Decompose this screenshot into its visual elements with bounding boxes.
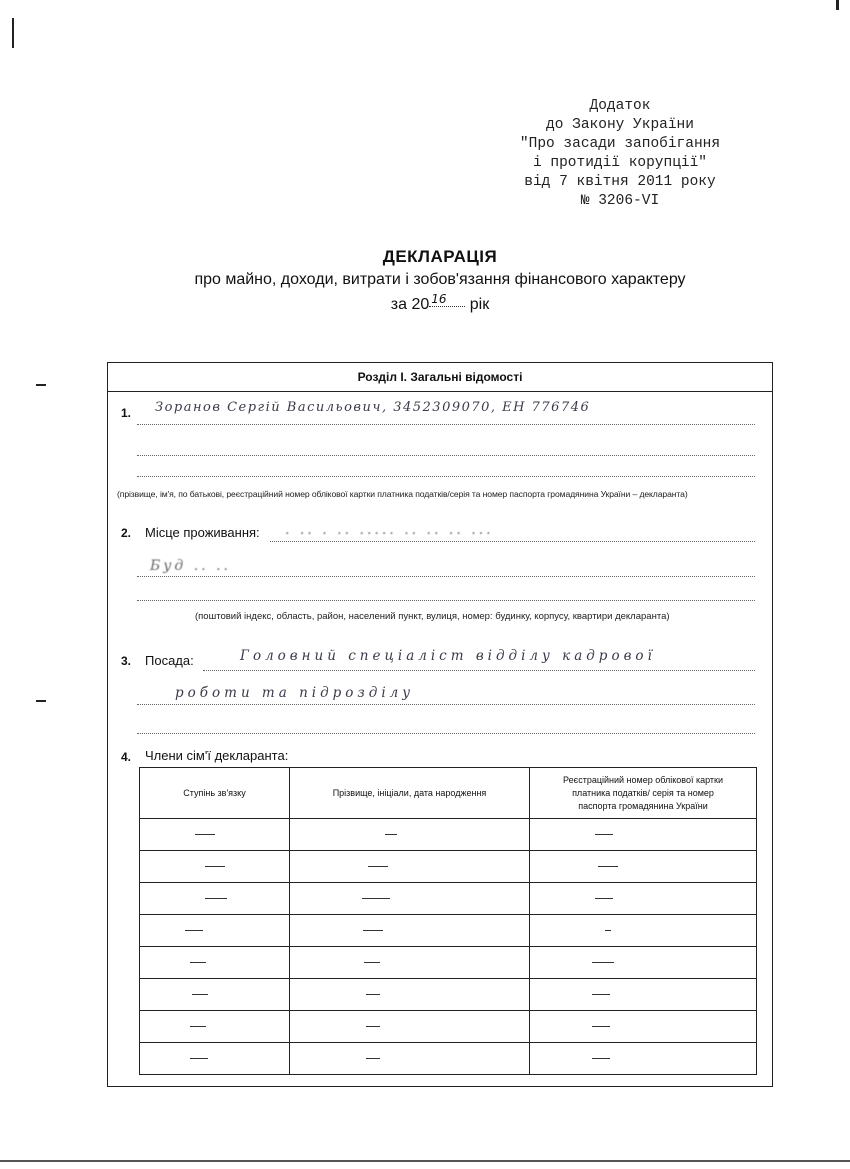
table-cell — [290, 979, 530, 1011]
scan-mark — [12, 18, 14, 48]
empty-dash — [192, 994, 208, 995]
field-3-line — [137, 733, 755, 734]
column-header-relation: Ступінь зв'язку — [140, 768, 290, 819]
table-cell — [530, 947, 757, 979]
appendix-block — [500, 97, 740, 211]
empty-dash — [368, 866, 388, 867]
table-row — [140, 819, 757, 851]
table-cell — [530, 883, 757, 915]
field-3-line — [203, 670, 755, 671]
table-cell — [290, 947, 530, 979]
field-3-number: 3. — [121, 654, 132, 668]
empty-dash — [363, 930, 383, 931]
field-3-label: Посада: — [145, 653, 194, 668]
empty-dash — [605, 930, 611, 931]
column-header-name: Прізвище, ініціали, дата народження — [290, 768, 530, 819]
table-cell — [290, 851, 530, 883]
field-1-number: 1. — [121, 406, 132, 420]
field-4-label: Члени сім'ї декларанта: — [145, 748, 289, 763]
year-prefix: за 20 — [390, 296, 430, 313]
field-2-number: 2. — [121, 526, 132, 540]
field-2-line — [137, 600, 755, 601]
field-1-line — [137, 476, 755, 477]
family-members-table — [139, 767, 757, 1075]
field-2-label: Місце проживання: — [145, 525, 260, 540]
table-cell — [290, 819, 530, 851]
table-cell — [140, 851, 290, 883]
table-row — [140, 851, 757, 883]
appendix-line: і протидії корупції" — [532, 155, 708, 171]
table-cell — [530, 819, 757, 851]
table-header-row — [140, 768, 757, 819]
year-suffix: рік — [469, 296, 490, 313]
empty-dash — [595, 898, 613, 899]
table-cell — [530, 979, 757, 1011]
scan-mark — [836, 0, 839, 10]
empty-dash — [592, 1058, 610, 1059]
empty-dash — [205, 866, 225, 867]
appendix-line: до Закону України — [546, 117, 694, 133]
empty-dash — [366, 994, 380, 995]
table-row — [140, 979, 757, 1011]
column-header-tax-id: Реєстраційний номер облікової картки платника податків/ серія та номер паспорта громадянина України — [530, 768, 757, 819]
field-3-handwritten-line-2: роботи та підрозділу — [175, 685, 415, 701]
year-value: 16 — [429, 292, 465, 307]
table-cell — [140, 947, 290, 979]
field-3-line — [137, 704, 755, 705]
table-cell — [530, 1043, 757, 1075]
empty-dash — [595, 834, 613, 835]
empty-dash — [598, 866, 618, 867]
table-cell — [140, 819, 290, 851]
field-2-line — [270, 541, 755, 542]
section-title: Розділ І. Загальні відомості — [107, 362, 773, 392]
empty-dash — [195, 834, 215, 835]
empty-dash — [592, 962, 614, 963]
document-subtitle: про майно, доходи, витрати і зобов'язання фінансового характеру — [194, 271, 686, 288]
table-cell — [290, 1011, 530, 1043]
field-4-number: 4. — [121, 750, 132, 764]
document-title: ДЕКЛАРАЦІЯ — [382, 247, 498, 266]
field-1-line — [137, 455, 755, 456]
table-row — [140, 947, 757, 979]
field-2-handwritten-line-2: Буд .. .. — [150, 558, 231, 574]
field-1-hint: (прізвище, ім'я, по батькові, реєстраційний номер облікової картки платника податків/серія та номер паспорта громадянина України – декларанта) — [117, 489, 688, 499]
table-cell — [290, 915, 530, 947]
field-1-line — [137, 424, 755, 425]
scan-mark — [36, 700, 46, 702]
table-cell — [530, 915, 757, 947]
empty-dash — [366, 1026, 380, 1027]
table-cell — [140, 979, 290, 1011]
table-cell — [530, 851, 757, 883]
table-row — [140, 915, 757, 947]
empty-dash — [362, 898, 390, 899]
appendix-line: Додаток — [589, 98, 651, 114]
empty-dash — [190, 962, 206, 963]
empty-dash — [366, 1058, 380, 1059]
table-cell — [140, 915, 290, 947]
empty-dash — [205, 898, 227, 899]
title-block — [120, 247, 760, 314]
appendix-line: "Про засади запобігання — [519, 136, 721, 152]
table-row — [140, 883, 757, 915]
table-row — [140, 1043, 757, 1075]
scan-bottom-edge — [0, 1160, 850, 1162]
table-cell — [140, 1043, 290, 1075]
appendix-line: від 7 квітня 2011 року — [524, 174, 716, 190]
field-1-handwritten-value: Зоранов Сергій Васильович, 3452309070, ЕН 776746 — [155, 400, 591, 415]
empty-dash — [190, 1026, 206, 1027]
empty-dash — [385, 834, 397, 835]
table-cell — [290, 1043, 530, 1075]
empty-dash — [364, 962, 380, 963]
field-2-hint: (поштовий індекс, область, район, населений пункт, вулиця, номер: будинку, корпусу, квартири декларанта) — [195, 611, 670, 622]
empty-dash — [185, 930, 203, 931]
field-2-handwritten-line-1: . .. . .. ..... .. .. .. ... — [285, 522, 494, 538]
table-row — [140, 1011, 757, 1043]
declaration-year — [120, 292, 760, 314]
field-3-handwritten-line-1: Головний спеціаліст відділу кадрової — [240, 648, 656, 664]
empty-dash — [592, 1026, 610, 1027]
table-cell — [140, 1011, 290, 1043]
empty-dash — [190, 1058, 208, 1059]
appendix-line: № 3206-VI — [580, 193, 660, 209]
empty-dash — [592, 994, 610, 995]
table-cell — [530, 1011, 757, 1043]
scan-mark — [36, 384, 46, 386]
table-cell — [290, 883, 530, 915]
field-2-line — [137, 576, 755, 577]
table-cell — [140, 883, 290, 915]
